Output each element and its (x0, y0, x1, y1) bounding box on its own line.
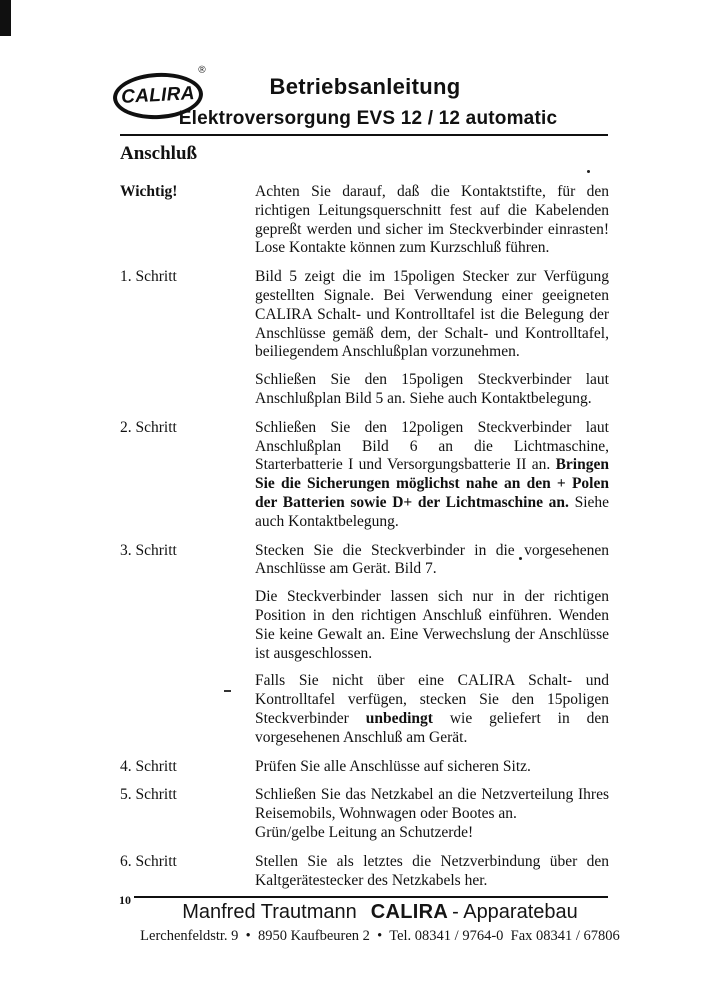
page-number: 10 (119, 893, 131, 907)
body-text: Prüfen Sie alle Anschlüsse auf sicheren Sitz. (255, 757, 531, 775)
body-text: Die Steckverbinder lassen sich nur in der richtigen Position in den richtigen Anschluß einführen. Wenden Sie keine Gewalt an. Eine Verwechslung der Anschlüsse ist ausgeschlossen. (255, 588, 609, 662)
step-content (255, 853, 609, 891)
footer-address: Lerchenfeldstr. 9 • 8950 Kaufbeuren 2 • Tel. 08341 / 9764-0 Fax 08341 / 67806 (140, 928, 620, 944)
step-paragraph (255, 183, 609, 258)
body-text: Grün/gelbe Leitung an Schutzerde! (255, 823, 474, 841)
body-text: Siehe auch Kontaktbelegung. (255, 493, 610, 530)
body-text: Falls Sie nicht über eine CALIRA Schalt- und Kontrolltafel verfügen, stecken Sie den 15poligen Steckverbinder (255, 672, 609, 727)
body-text: Schließen Sie den 15poligen Steckverbinder laut Anschlußplan Bild 5 an. Siehe auch Kontaktbelegung. (255, 371, 609, 407)
step-paragraph (255, 853, 609, 891)
emphasized-text: unbedingt (365, 709, 433, 727)
calira-logo-text: CALIRA (120, 83, 196, 108)
body-text: Schließen Sie das Netzkabel an die Netzverteilung Ihres Reisemobils, Wohnwagen oder Bootes an. (255, 786, 609, 823)
registered-trademark-icon: ® (198, 64, 206, 76)
step-label: Wichtig! (120, 183, 178, 200)
footer-name: Manfred Trautmann (182, 901, 357, 923)
step-paragraph (255, 786, 609, 842)
step-label: 6. Schritt (120, 852, 177, 870)
scan-artifact-bar (0, 0, 11, 36)
body-text: Bild 5 zeigt die im 15poligen Stecker zur Verfügung gestellten Signale. Bei Verwendung einer geeigneten CALIRA Schalt- und Kontrolltafel ist die Belegung der Anschlüsse gemäß dem, der Schalt- und Kontrolltafel, beiliegendem Anschlußplan vorzunehmen. (255, 268, 609, 361)
footer-company-line (135, 901, 625, 924)
step-label: 3. Schritt (120, 541, 177, 559)
step-content (255, 268, 609, 409)
body-text: Stellen Sie als letztes die Netzverbindung über den Kaltgerätestecker des Netzkabels her. (255, 852, 609, 889)
step-row (120, 786, 609, 842)
step-label: 2. Schritt (120, 418, 177, 436)
body-text: Schließen Sie den 12poligen Steckverbinder laut Anschlußplan Bild 6 an die Lichtmaschine, Starterbatterie I und Versorgungsbatterie II an. (255, 418, 609, 474)
step-paragraph (255, 419, 609, 532)
step-paragraph (255, 371, 609, 409)
step-row (120, 542, 609, 748)
step-label: 1. Schritt (120, 268, 177, 286)
step-paragraph (255, 758, 609, 777)
footer-brand-suffix: - Apparatebau (452, 901, 578, 923)
step-row (120, 268, 609, 409)
footer-divider (134, 896, 608, 898)
step-content (255, 758, 609, 777)
step-content (255, 183, 609, 258)
document-subtitle: Elektroversorgung EVS 12 / 12 automatic (178, 108, 558, 129)
body-text: Achten Sie darauf, daß die Kontaktstifte, für den richtigen Leitungsquerschnitt fest auf die Kabelenden gepreßt werden und sicher im Steckverbinder einrasten! Lose Kontakte können zum Kurzschluß führen. (255, 183, 609, 257)
emphasized-text: Bringen Sie die Sicherungen möglichst nahe an den + Polen der Batterien sowie D+ der Lichtmaschine an. (255, 456, 609, 511)
step-paragraph (255, 268, 609, 362)
step-content (255, 419, 609, 532)
step-label: 4. Schritt (120, 757, 177, 775)
step-paragraph (255, 542, 609, 580)
body-text: wie geliefert in den vorgesehenen Anschluß am Gerät. (255, 709, 609, 746)
document-title: Betriebsanleitung (269, 74, 461, 99)
step-label: 5. Schritt (120, 786, 177, 804)
step-paragraph (255, 672, 609, 747)
header-divider (120, 134, 608, 136)
step-content (255, 542, 609, 748)
step-row (120, 758, 609, 777)
step-row (120, 183, 609, 258)
step-row (120, 853, 609, 891)
scan-speck (587, 170, 590, 173)
step-paragraph (255, 588, 609, 663)
step-row (120, 419, 609, 532)
step-content (255, 786, 609, 842)
section-heading: Anschluß (120, 143, 198, 164)
footer-brand: CALIRA (370, 901, 449, 923)
steps-list (120, 183, 609, 900)
body-text: Stecken Sie die Steckverbinder in die vorgesehenen Anschlüsse am Gerät. Bild 7. (255, 541, 609, 578)
